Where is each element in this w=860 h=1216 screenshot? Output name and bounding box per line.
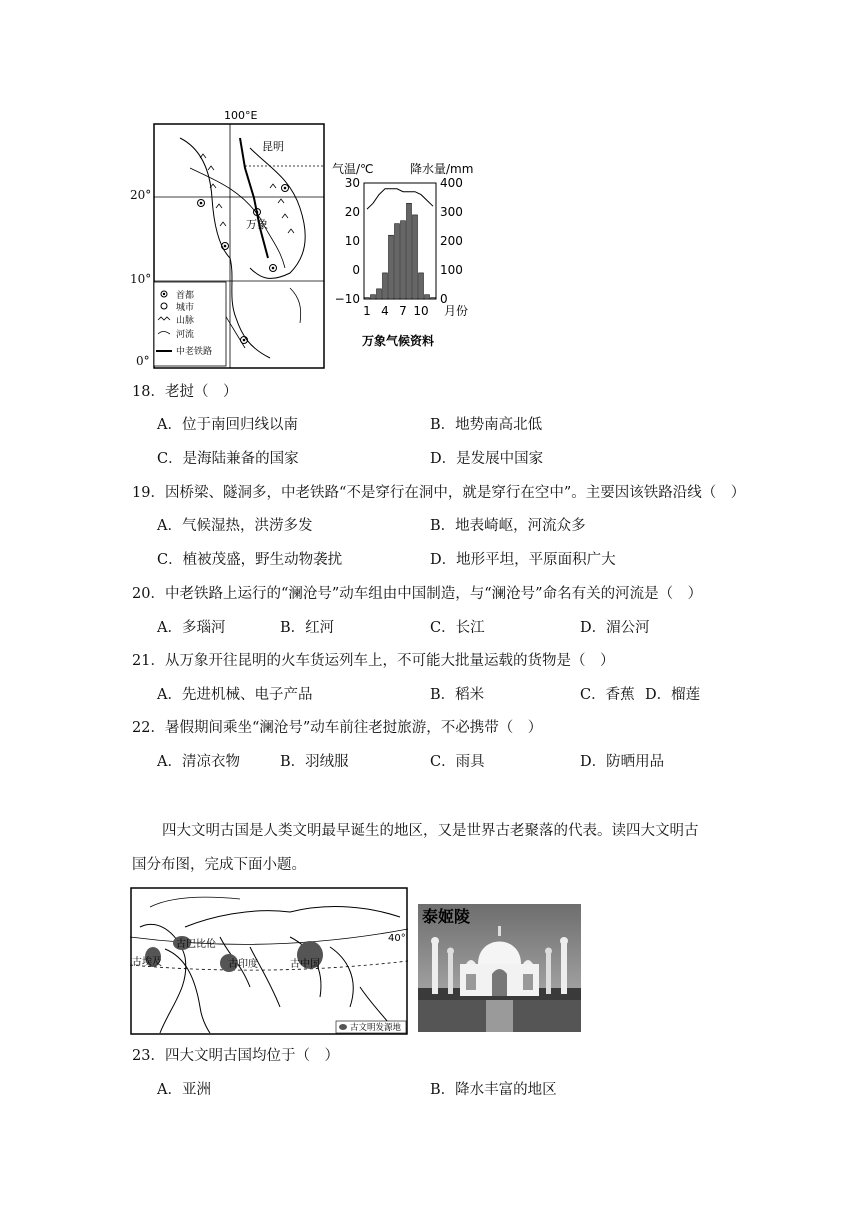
q19-option-a[interactable]: A．气候湿热，洪涝多发 [157, 518, 313, 534]
q19-option-b[interactable]: B．地表崎岖，河流众多 [430, 518, 586, 534]
precip-bar-4 [383, 273, 388, 299]
q18-option-a[interactable]: A．位于南回归线以南 [157, 417, 298, 433]
label-ancient-china: 古中国 [290, 959, 320, 970]
taj-mahal-photo [418, 904, 581, 1032]
label-ancient-babylon: 古巴比伦 [176, 939, 216, 950]
month-unit: 月份 [444, 304, 469, 318]
vientiane-climate-chart [332, 155, 492, 355]
question-23: 23．四大文明古国均位于（ ） [132, 1048, 339, 1064]
q19-option-d[interactable]: D．地形平坦，平原面积广大 [430, 552, 616, 568]
month-tick-label: 4 [381, 304, 389, 318]
climate-caption: 万象气候资料 [362, 334, 435, 348]
q20-option-b[interactable]: B．红河 [280, 620, 335, 636]
month-tick-label: 1 [363, 304, 371, 318]
temperature-line [367, 189, 433, 209]
passage-line-2: 国分布图，完成下面小题。 [132, 857, 306, 873]
q21-option-c[interactable]: C．香蕉 [580, 687, 635, 703]
question-21: 21．从万象开往昆明的火车货运列车上，不可能大批量运载的货物是（ ） [132, 653, 615, 669]
legend-civilization-origin: 古文明发源地 [350, 1023, 402, 1033]
q23-option-a[interactable]: A．亚洲 [157, 1082, 211, 1098]
precip-bar-7 [401, 221, 406, 299]
q22-option-c[interactable]: C．雨具 [430, 754, 485, 770]
question-19: 19．因桥梁、隧洞多，中老铁路“不是穿行在洞中，就是穿行在空中”。主要因该铁路沿线（ ） [132, 485, 746, 501]
label-ancient-egypt: 古埃及 [132, 957, 162, 968]
precip-bar-2 [371, 295, 376, 299]
precip-bar-3 [377, 289, 382, 299]
q20-option-a[interactable]: A．多瑙河 [157, 620, 226, 636]
temp-tick-label: −10 [334, 292, 360, 306]
city-vientiane-label: 万象 [246, 218, 268, 231]
q18-option-d[interactable]: D．是发展中国家 [430, 451, 544, 467]
legend-river: 河流 [176, 330, 195, 340]
meridian-label: 100°E [224, 109, 258, 122]
month-tick-label: 7 [399, 304, 407, 318]
photo-title: 泰姬陵 [422, 907, 471, 926]
q22-option-b[interactable]: B．羽绒服 [280, 754, 349, 770]
label-ancient-india: 古印度 [228, 959, 258, 970]
precip-tick-label: 100 [440, 263, 463, 277]
q21-option-a[interactable]: A．先进机械、电子产品 [157, 687, 313, 703]
precip-tick-label: 0 [440, 292, 448, 306]
question-20: 20．中老铁路上运行的“澜沧号”动车组由中国制造，与“澜沧号”命名有关的河流是（ ） [132, 586, 703, 602]
precip-bar-1 [365, 298, 370, 299]
precip-axis-title: 降水量/mm [410, 162, 474, 176]
lat-40-label: 40° [388, 933, 406, 944]
q21-option-d[interactable]: D．榴莲 [645, 687, 701, 703]
q18-option-b[interactable]: B．地势南高北低 [430, 417, 543, 433]
precip-bar-10 [419, 273, 424, 299]
precip-bar-12 [431, 298, 436, 299]
q22-option-a[interactable]: A．清凉衣物 [157, 754, 240, 770]
legend-capital: 首都 [176, 291, 195, 301]
passage-line-1: 四大文明古国是人类文明最早诞生的地区，又是世界古老聚落的代表。读四大文明古 [162, 823, 699, 839]
precip-tick-label: 200 [440, 234, 463, 248]
lat-label-20: 20° [130, 188, 152, 202]
temp-axis-title: 气温/℃ [332, 162, 374, 176]
q21-option-b[interactable]: B．稻米 [430, 687, 485, 703]
precip-bar-5 [389, 235, 394, 299]
q22-option-d[interactable]: D．防晒用品 [580, 754, 665, 770]
precip-bar-11 [425, 295, 430, 299]
laos-map [150, 108, 330, 370]
q20-option-d[interactable]: D．湄公河 [580, 620, 650, 636]
question-18: 18．老挝（ ） [132, 384, 238, 400]
question-22: 22．暑假期间乘坐“澜沧号”动车前往老挝旅游，不必携带（ ） [132, 720, 543, 736]
ancient-civilizations-map [130, 887, 408, 1035]
temp-tick-label: 20 [344, 205, 360, 219]
precip-tick-label: 300 [440, 205, 463, 219]
month-tick-label: 10 [413, 304, 429, 318]
city-kunming-label: 昆明 [262, 140, 284, 153]
legend-city: 城市 [176, 303, 195, 313]
lat-label-0: 0° [136, 354, 150, 368]
precip-bar-8 [407, 203, 412, 299]
temp-tick-label: 0 [352, 263, 360, 277]
q20-option-c[interactable]: C．长江 [430, 620, 485, 636]
q23-option-b[interactable]: B．降水丰富的地区 [430, 1082, 557, 1098]
lat-label-10: 10° [130, 272, 152, 286]
temp-tick-label: 10 [344, 234, 360, 248]
legend-railway: 中老铁路 [176, 347, 213, 357]
passage [132, 814, 732, 882]
q18-option-c[interactable]: C．是海陆兼备的国家 [157, 451, 299, 467]
legend-mountain: 山脉 [176, 316, 195, 326]
precip-bar-9 [413, 215, 418, 299]
precip-tick-label: 400 [440, 176, 463, 190]
temp-tick-label: 30 [344, 176, 360, 190]
q19-option-c[interactable]: C．植被茂盛，野生动物袭扰 [157, 552, 343, 568]
precip-bar-6 [395, 224, 400, 299]
